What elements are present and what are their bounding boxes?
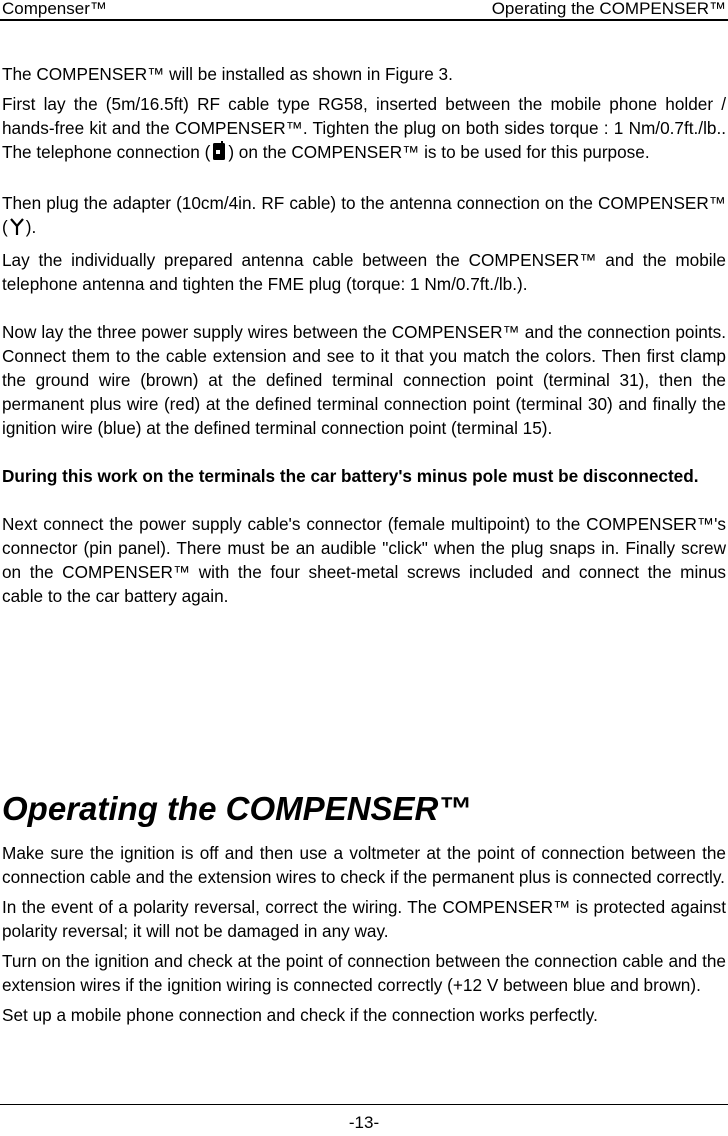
operating-section-title: Operating the COMPENSER™: [2, 790, 472, 827]
adapter-text-start: Then plug the adapter (10cm/4in. RF cable) to the antenna connection on the COMPENSER™ (: [2, 193, 726, 237]
ignition-check-paragraph: Turn on the ignition and check at the point of connection between the connection cable and the extension wires if the ignition wiring is connected correctly (+12 V between blue and brown).: [2, 951, 726, 995]
polarity-paragraph: In the event of a polarity reversal, correct the wiring. The COMPENSER™ is protected against polarity reversal; it will not be damaged in any way.: [2, 897, 726, 941]
header-left-title: Compenser™: [2, 0, 107, 18]
voltmeter-paragraph: Make sure the ignition is off and then use a voltmeter at the point of connection between the connection cable and the extension wires to check if the permanent plus is connected correctly.: [2, 843, 726, 887]
installation-section: [2, 62, 726, 608]
phone-icon: [212, 141, 226, 167]
intro-paragraph: The COMPENSER™ will be installed as shown in Figure 3.: [2, 64, 453, 84]
operating-section: [2, 841, 726, 1027]
rf-cable-text-start: First lay the (5m/16.5ft) RF cable type RG58, inserted between the mobile phone holder / hands-free kit and the COMPENSER™. Tighten the plug on both sides torque : 1 Nm/0.7ft./lb.. The telephone connection (: [2, 94, 726, 162]
connection-test-paragraph: Set up a mobile phone connection and check if the connection works perfectly.: [2, 1005, 598, 1025]
antenna-cable-paragraph: Lay the individually prepared antenna cable between the COMPENSER™ and the mobile telephone antenna and tighten the FME plug (torque: 1 Nm/0.7ft./lb.).: [2, 250, 726, 294]
battery-warning: During this work on the terminals the car battery's minus pole must be disconnected.: [2, 466, 699, 486]
connector-paragraph: Next connect the power supply cable's connector (female multipoint) to the COMPENSER™'s connector (pin panel). There must be an audible "click" when the plug snaps in. Finally screw on the COMPENSER™ with the four sheet-metal screws included and connect the minus cable to the car battery again.: [2, 514, 726, 606]
adapter-text-end: ).: [25, 217, 37, 237]
antenna-icon: [10, 218, 24, 242]
adapter-paragraph: [2, 191, 726, 242]
page-number: -13-: [348, 1113, 380, 1132]
header-rule: [0, 19, 728, 21]
power-supply-paragraph: Now lay the three power supply wires between the COMPENSER™ and the connection points. Connect them to the cable extension and see to it that you match the colors. Then first clamp the ground wire (brown) at the defined terminal connection point (terminal 31), then the permanent plus wire (red) at the defined terminal connection point (terminal 30) and finally the ignition wire (blue) at the defined terminal connection point (terminal 15).: [2, 322, 726, 438]
rf-cable-text-end: ) on the COMPENSER™ is to be used for this purpose.: [228, 142, 650, 162]
header-right-title: Operating the COMPENSER™: [491, 0, 726, 18]
footer-rule: [0, 1104, 728, 1105]
rf-cable-paragraph: [2, 92, 726, 167]
